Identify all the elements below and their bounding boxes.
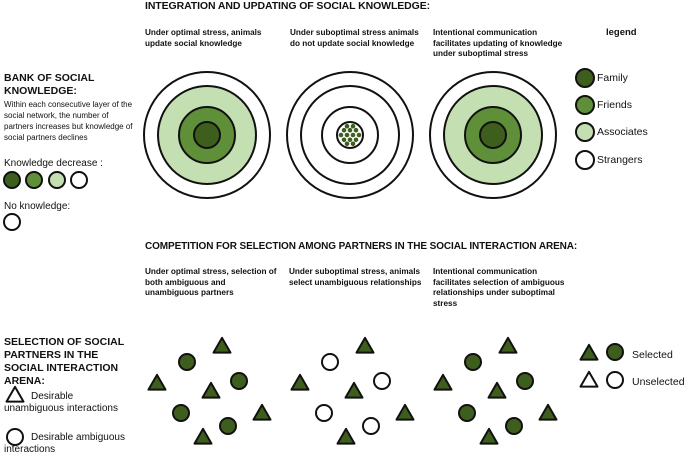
- arena-intentional-triangle: [500, 338, 517, 353]
- legend-strangers-circle: [576, 151, 594, 169]
- center-dot: [351, 124, 356, 129]
- center-dot: [345, 133, 350, 138]
- top-caption-2: Under suboptimal stress animals do not update social knowledge: [290, 28, 419, 48]
- target-optimal-ring-4: [194, 122, 220, 148]
- arena-intentional-triangle: [435, 375, 452, 390]
- bottom-caption-3: Intentional communication facilitates selection of ambiguous relationships under suboptimal stress: [433, 267, 565, 308]
- legend-friends-circle: [576, 96, 594, 114]
- legend-family-label: Family: [597, 72, 628, 84]
- legend-strangers-label: Strangers: [597, 154, 643, 166]
- center-dot: [354, 128, 359, 133]
- center-dot: [342, 138, 347, 143]
- knowledge-decrease-label: Knowledge decrease :: [4, 158, 103, 169]
- arena-optimal-triangle: [203, 383, 220, 398]
- no-knowledge-label: No knowledge:: [4, 201, 71, 212]
- arena-intentional-circle: [459, 405, 475, 421]
- unselected-triangle-icon: [581, 372, 598, 387]
- circle-label: Desirable ambiguous interactions: [4, 432, 125, 455]
- bank-title: BANK OF SOCIAL KNOWLEDGE:: [4, 72, 95, 97]
- center-dot: [345, 124, 350, 129]
- knowledge-family-circle: [4, 172, 20, 188]
- arena-optimal-circle: [231, 373, 247, 389]
- unselected-circle-icon: [607, 372, 623, 388]
- unselected-label: Unselected: [632, 376, 685, 388]
- arena-optimal-circle: [220, 418, 236, 434]
- knowledge-associates-circle: [49, 172, 65, 188]
- legend-associates-label: Associates: [597, 126, 648, 138]
- arena-suboptimal-triangle: [292, 375, 309, 390]
- arena-suboptimal-triangle: [397, 405, 414, 420]
- legend-friends-label: Friends: [597, 99, 633, 111]
- arena-intentional-circle: [465, 354, 481, 370]
- selected-triangle-icon: [581, 345, 598, 360]
- center-dot: [354, 138, 359, 143]
- arena-suboptimal-circle: [322, 354, 338, 370]
- bottom-caption-1: Under optimal stress, selection of both ambiguous and unambiguous partners: [145, 267, 277, 297]
- bank-description: Within each consecutive layer of the social network, the number of partners increases but knowledge of social partners declines: [4, 100, 133, 142]
- selected-circle-icon: [607, 344, 623, 360]
- center-dot: [351, 133, 356, 138]
- no-knowledge-circle: [4, 214, 20, 230]
- center-dot: [345, 142, 350, 147]
- legend-family-circle: [576, 69, 594, 87]
- arena-suboptimal-circle: [363, 418, 379, 434]
- arena-intentional-circle: [517, 373, 533, 389]
- knowledge-friends-circle: [26, 172, 42, 188]
- legend-associates-circle: [576, 123, 594, 141]
- target-intentional-ring-4: [480, 122, 506, 148]
- arena-optimal-triangle: [254, 405, 271, 420]
- arena-suboptimal-triangle: [357, 338, 374, 353]
- center-dot: [342, 128, 347, 133]
- arena-suboptimal-triangle: [346, 383, 363, 398]
- arena-optimal-triangle: [149, 375, 166, 390]
- middle-title: COMPETITION FOR SELECTION AMONG PARTNERS IN THE SOCIAL INTERACTION ARENA:: [145, 241, 578, 252]
- arena-suboptimal-circle: [316, 405, 332, 421]
- arena-intentional-triangle: [489, 383, 506, 398]
- center-dot: [348, 128, 353, 133]
- arena-optimal-triangle: [195, 429, 212, 444]
- triangle-label: Desirable unambiguous interactions: [4, 391, 118, 414]
- top-title: INTEGRATION AND UPDATING OF SOCIAL KNOWLEDGE:: [145, 0, 431, 12]
- selected-label: Selected: [632, 349, 673, 361]
- center-dot: [339, 133, 344, 138]
- arena-intentional-triangle: [481, 429, 498, 444]
- arena-suboptimal-circle: [374, 373, 390, 389]
- arena-optimal-circle: [179, 354, 195, 370]
- center-dot: [357, 133, 362, 138]
- arena-intentional-circle: [506, 418, 522, 434]
- top-caption-1: Under optimal stress, animals update social knowledge: [145, 28, 262, 48]
- arena-intentional-triangle: [540, 405, 557, 420]
- top-caption-3: Intentional communication facilitates updating of knowledge under suboptimal stress: [433, 28, 563, 58]
- bottom-caption-2: Under suboptimal stress, animals select unambiguous relationships: [289, 267, 422, 287]
- arena-suboptimal-triangle: [338, 429, 355, 444]
- knowledge-strangers-circle: [71, 172, 87, 188]
- center-dot: [348, 138, 353, 143]
- selection-title: SELECTION OF SOCIAL PARTNERS IN THE SOCIAL INTERACTION ARENA:: [4, 336, 124, 387]
- arena-optimal-triangle: [214, 338, 231, 353]
- legend-title: legend: [606, 27, 637, 38]
- center-dot: [351, 142, 356, 147]
- arena-optimal-circle: [173, 405, 189, 421]
